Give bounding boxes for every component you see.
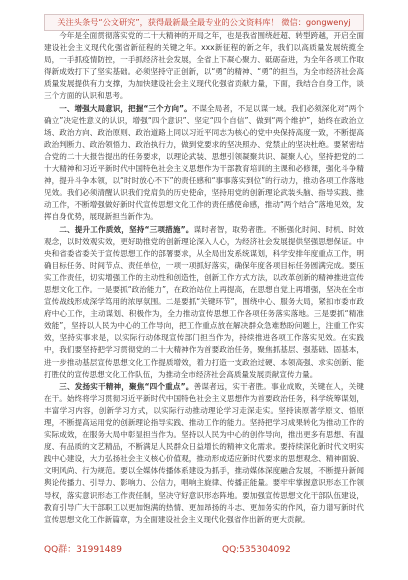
section-3-paragraph (44, 381, 364, 526)
section-3-heading: 三、发扬实干精神，聚焦“四个重点”。 (59, 381, 194, 391)
section-2-text: 谋时者智，取势者胜。不断强化时间、时机、时效观念，以时效观实效，更好助推党的创新理论深入人心，为经济社会发展提供坚强思想保证。中央和省委省委关于宣传思想工作的部署要求，从全局出发系统谋划，科学安排年度重点工作，明确目标任务、时间节点、责任单位，一项一项抓好落实，确保年度各项目标任务圆满完成。要压实工作责任，切实增强工作的主动性和创造性，创新工作方式方法，以改革创新的精神推进宣传思想文化工作。一是要抓“政治能力”，在政治站位上再提高，在思想自觉上再增强，坚决在全市宣传战线形成深学笃用的浓厚氛围。二是要抓“关键环节”，围绕中心、服务大局，紧扣市委市政府中心工作，主动谋划、积极作为，全力推动宣传思想工作各项任务落实落地。三是要抓“精准效能”，坚持以人民为中心的工作导向，把工作重点放在解决群众急难愁盼问题上，注重工作实效，坚持实事求是，以实际行动体现宣传部门担当作为，持续推进各项工作落实见效。在实践中，我们要坚持把学习贯彻党的二十大精神作为首要政治任务，聚焦抓基层、强基础、固基本，进一步推动基层宣传思想文化工作提质增效，着力打造一支政治过硬、本领高强、求实创新、能打胜仗的宣传思想文化工作队伍，为推动全市经济社会高质量发展贡献宣传力量。 (44, 224, 364, 379)
promo-banner (44, 14, 364, 31)
section-1-text: 不谋全局者，不足以谋一域。我们必须深化对“两个确立”决定性意义的认识，增强“四个意识”、坚定“四个自信”、做到“两个维护”，始终在政治立场、政治方向、政治原则、政治道路上同以习近平同志为核心的党中央保持高度一致，不断提高政治判断力、政治领悟力、政治执行力，做到党要求的坚决照办、党禁止的坚决杜绝。要紧密结合党的二十大报告提出的任务要求，以理论武装、思想引领凝聚共识、凝聚人心，坚持把党的二十大精神和习近平新时代中国特色社会主义思想作为干部教育培训的主课和必修课，强化斗争精神，提升斗争本领，以“时时放心不下”的责任感和“事事落实到位”的行动力，推动各项工作落地见效。我们必须清醒认识我们党肩负的历史使命，坚持用党的创新理论武装头脑、指导实践、推动工作，不断增强做好新时代宣传思想文化工作的责任感使命感，推动“两个结合”落地见效，发挥自身优势，展现新担当新作为。 (44, 103, 364, 222)
document-body (44, 30, 364, 540)
section-3-text: 善谋者远，实干者胜。事业成败，关键在人，关键在干。始终将学习贯彻习近平新时代中国特色社会主义思想作为首要政治任务，科学统筹谋划，丰富学习内容，创新学习方式，以实际行动推动理论学习走深走实。坚持读原著学原文、悟原理，不断提高运用党的创新理论指导实践、推动工作的能力。坚持把学习成果转化为推动工作的实际成效，在服务大局中彰显担当作为。坚持以人民为中心的创作导向，推出更多有思想、有温度、有品质的文艺精品，不断满足人民群众日益增长的精神文化需求。要持续深化新时代文明实践中心建设，大力弘扬社会主义核心价值观，推动形成适应新时代要求的思想观念、精神面貌、文明风尚、行为规范。要以全媒体传播体系建设为抓手，推动媒体深度融合发展，不断提升新闻舆论传播力、引导力、影响力、公信力，唱响主旋律、传播正能量。要牢牢掌握意识形态工作领导权，落实意识形态工作责任制，坚决守好意识形态阵地。要加强宣传思想文化干部队伍建设，教育引导广大干部职工以更加饱满的热情、更加昂扬的斗志、更加务实的作风，奋力谱写新时代宣传思想文化工作新篇章，为全面建设社会主义现代化强省作出新的更大贡献。 (44, 381, 364, 524)
qq-text: QQ:535304092 (222, 545, 291, 555)
section-1-heading: 一、增强大局意识，把握“三个方向”。 (59, 103, 192, 113)
intro-paragraph: 今年是全面贯彻落实党的二十大精神的开局之年，也是我省围绕赶超、转型跨越，开启全面建设社会主义现代化强省新征程的关键之年。xxx新征程的新之年，我们以高质量发展统揽全局，一手抓疫情防控，一手抓经济社会发展，全省上下凝心聚力、砥砺奋进，为全年各项工作取得新成效打下了坚实基础。必须坚持守正创新，以“勇”的精神、“勇”的担当，为全市经济社会高质量发展提供有力支撑，为加快建设社会主义现代化强省贡献力量，下面，我结合自身工作，谈三个方面的认识和思考。 (44, 31, 364, 101)
section-2-heading: 二、提升工作质效，坚持“三项措施”。 (59, 224, 194, 234)
section-1-paragraph (44, 103, 364, 224)
promo-text: 关注头条号“公文研究”，获得最新最全最专业的公文资料库！ 微信：gongwenyj (57, 17, 351, 27)
qq-group-text: QQ群：31991489 (44, 545, 122, 555)
section-2-paragraph (44, 224, 364, 381)
